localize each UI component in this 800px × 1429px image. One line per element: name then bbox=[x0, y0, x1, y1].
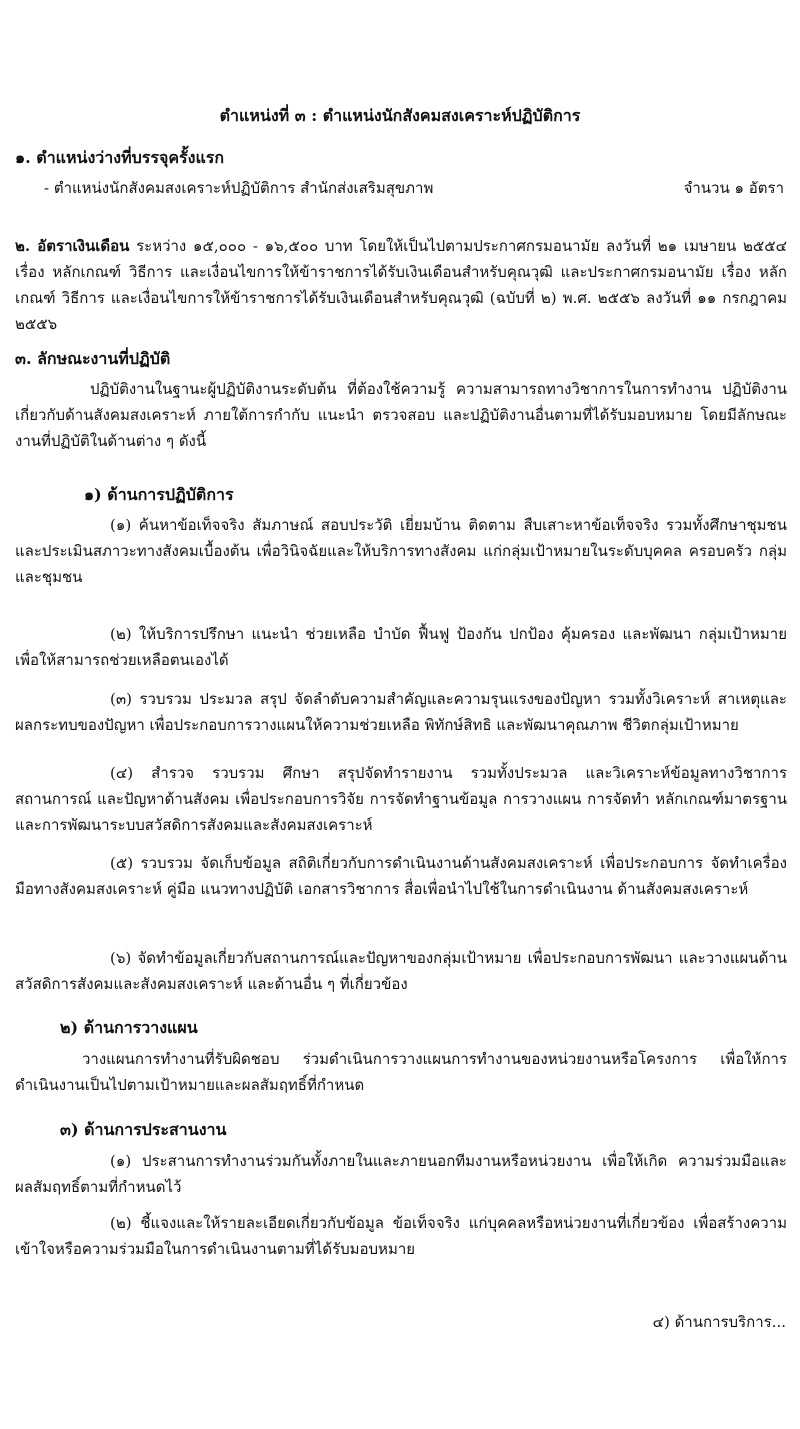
section-1-count: จำนวน ๑ อัตรา bbox=[683, 179, 784, 197]
subsection-1-item-5: (๕) รวบรวม จัดเก็บข้อมูล สถิติเกี่ยวกับการดำเนินงานด้านสังคมสงเคราะห์ เพื่อประกอบการ จัดทำเครื่องมือทางสังคมสงเคราะห์ คู่มือ แนวทางปฏิบัติ เอกสารวิชาการ สื่อเพื่อนำไปใช้ในการดำเนินงาน ด้านสังคมสงเคราะห์ bbox=[15, 854, 787, 898]
subsection-1-item-2: (๒) ให้บริการปรึกษา แนะนำ ช่วยเหลือ บำบัด ฟื้นฟู ป้องกัน ปกป้อง คุ้มครอง และพัฒนา กลุ่มเป้าหมาย เพื่อให้สามารถช่วยเหลือตนเองได้ bbox=[15, 625, 787, 669]
subsection-3-item-2: (๒) ชี้แจงและให้รายละเอียดเกี่ยวกับข้อมูล ข้อเท็จจริง แก่บุคคลหรือหน่วยงานที่เกี่ยวข้อง เพื่อสร้างความเข้าใจหรือความร่วมมือในการดำเนินงานตามที่ได้รับมอบหมาย bbox=[15, 1214, 787, 1258]
subsection-1-item-6: (๖) จัดทำข้อมูลเกี่ยวกับสถานการณ์และปัญหาของกลุ่มเป้าหมาย เพื่อประกอบการพัฒนา และวางแผนด้านสวัสดิการสังคมและสังคมสงเคราะห์ และด้านอื่น ๆ ที่เกี่ยวข้อง bbox=[15, 949, 787, 993]
subsection-1-item-4: (๔) สำรวจ รวบรวม ศึกษา สรุปจัดทำรายงาน รวมทั้งประมวล และวิเคราะห์ข้อมูลทางวิชาการ สถานการณ์ และปัญหาด้านสังคม เพื่อประกอบการวิจัย การจัดทำฐานข้อมูล การวางแผน การจัดทำ หลักเกณฑ์มาตรฐาน และการพัฒนาระบบสวัสดิการสังคมและสังคมสงเคราะห์ bbox=[15, 764, 787, 834]
subsection-3-item-1: (๑) ประสานการทำงานร่วมกันทั้งภายในและภายนอกทีมงานหรือหน่วยงาน เพื่อให้เกิด ความร่วมมือและผลสัมฤทธิ์ตามที่กำหนดไว้ bbox=[15, 1152, 787, 1196]
subsection-1-item-3: (๓) รวบรวม ประมวล สรุป จัดลำดับความสำคัญและความรุนแรงของปัญหา รวมทั้งวิเคราะห์ สาเหตุและผลกระทบของปัญหา เพื่อประกอบการวางแผนให้ความช่วยเหลือ พิทักษ์สิทธิ และพัฒนาคุณภาพ ชีวิตกลุ่มเป้าหมาย bbox=[15, 690, 787, 734]
subsection-2-text: วางแผนการทำงานที่รับผิดชอบ ร่วมดำเนินการวางแผนการทำงานของหน่วยงานหรือโครงการ เพื่อให้การดำเนินงานเป็นไปตามเป้าหมายและผลสัมฤทธิ์ที่กำหนด bbox=[15, 1050, 787, 1094]
section-1-item: - ตำแหน่งนักสังคมสงเคราะห์ปฏิบัติการ สำนักส่งเสริมสุขภาพ bbox=[44, 179, 434, 197]
section-3-intro: ปฏิบัติงานในฐานะผู้ปฏิบัติงานระดับต้น ที่ต้องใช้ความรู้ ความสามารถทางวิชาการในการทำงาน ปฏิบัติงานเกี่ยวกับด้านสังคมสงเคราะห์ ภายใต้การกำกับ แนะนำ ตรวจสอบ และปฏิบัติงานอื่นตามที่ได้รับมอบหมาย โดยมีลักษณะงานที่ปฏิบัติในด้านต่าง ๆ ดังนี้ bbox=[15, 380, 787, 450]
subsection-3-heading: ๓) ด้านการประสานงาน bbox=[60, 1120, 227, 1139]
page-title: ตำแหน่งที่ ๓ : ตำแหน่งนักสังคมสงเคราะห์ปฏิบัติการ bbox=[219, 106, 581, 125]
subsection-1-heading: ๑) ด้านการปฏิบัติการ bbox=[84, 485, 234, 504]
continuation-note: ๔) ด้านการบริการ... bbox=[652, 1313, 786, 1331]
subsection-2-heading: ๒) ด้านการวางแผน bbox=[60, 1018, 198, 1037]
subsection-1-item-1: (๑) ค้นหาข้อเท็จจริง สัมภาษณ์ สอบประวัติ เยี่ยมบ้าน ติดตาม สืบเสาะหาข้อเท็จจริง รวมทั้งศึกษาชุมชน และประเมินสภาวะทางสังคมเบื้องต้น เพื่อวินิจฉัยและให้บริการทางสังคม แก่กลุ่มเป้าหมายในระดับบุคคล ครอบครัว กลุ่ม และชุมชน bbox=[15, 516, 787, 586]
section-2-label: ๒. อัตราเงินเดือน bbox=[15, 237, 130, 255]
section-2-text: ระหว่าง ๑๕,๐๐๐ - ๑๖,๕๐๐ บาท โดยให้เป็นไปตามประกาศกรมอนามัย ลงวันที่ ๒๑ เมษายน ๒๕๕๔ เรื่อง หลักเกณฑ์ วิธีการ และเงื่อนไขการให้ข้าราชการได้รับเงินเดือนสำหรับคุณวุฒิ และประกาศกรมอนามัย เรื่อง หลักเกณฑ์ วิธีการ และเงื่อนไขการให้ข้าราชการได้รับเงินเดือนสำหรับคุณวุฒิ (ฉบับที่ ๒) พ.ศ. ๒๕๕๖ ลงวันที่ ๑๑ กรกฎาคม ๒๕๕๖ bbox=[15, 237, 787, 333]
section-1-heading: ๑. ตำแหน่งว่างที่บรรจุครั้งแรก bbox=[15, 148, 225, 167]
section-2-paragraph bbox=[15, 233, 787, 337]
section-3-heading: ๓. ลักษณะงานที่ปฏิบัติ bbox=[15, 349, 171, 368]
